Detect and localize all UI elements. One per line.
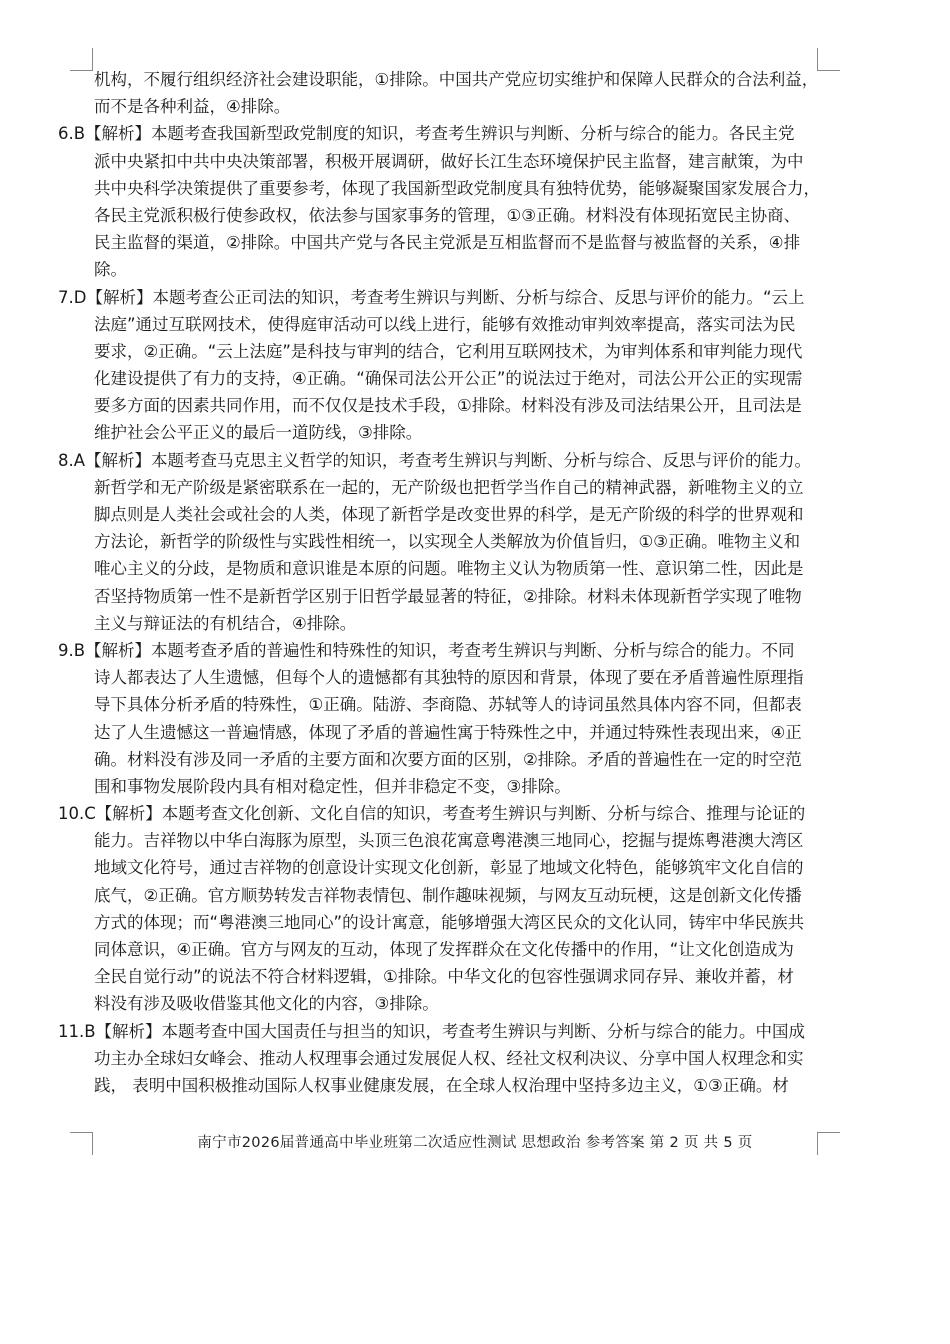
text-line: 脚点则是人类社会或社会的人类，体现了新哲学是改变世界的科学，是无产阶级的科学的世界观和 <box>94 505 804 524</box>
text-line: 新哲学和无产阶级是紧密联系在一起的，无产阶级也把哲学当作自己的精神武器，新唯物主义的立 <box>94 477 804 497</box>
text-line: 能力。吉祥物以中华白海豚为原型，头顶三色浪花寓意粤港澳三地同心，挖掘与提炼粤港澳大湾区 <box>94 831 804 851</box>
text-line: 主义与辩证法的有机结合，④排除。 <box>94 613 357 633</box>
text-line: 维护社会公平正义的最后一道防线，③排除。 <box>94 423 423 443</box>
answer-text <box>58 66 828 1099</box>
text-line: 要求，②正确。“云上法庭”是科技与审判的结合，它利用互联网技术，为审判体系和审判能力现代 <box>94 341 803 361</box>
text-line: 唯心主义的分歧，是物质和意识谁是本原的问题。唯物主义认为物质第一性、意识第二性，因此是 <box>94 559 804 579</box>
text-line: 各民主党派积极行使参政权，依法参与国家事务的管理，①③正确。材料没有体现拓宽民主协商、 <box>94 205 801 225</box>
answer-item-heading-line: 6.B【解析】本题考查我国新型政党制度的知识，考查考生辨识与判断、分析与综合的能力。各民主党 <box>58 124 795 144</box>
answer-item <box>58 1018 828 1100</box>
text-line: 践， 表明中国积极推动国际人权事业健康发展，在全球人权治理中坚持多边主义，①③正确。材 <box>94 1075 789 1095</box>
answer-item-heading-line: 8.A【解析】本题考查马克思主义哲学的知识，考查考生辨识与判断、分析与综合、反思与评价的能力。 <box>58 450 812 470</box>
text-line: 而不是各种利益，④排除。 <box>94 97 291 117</box>
text-line: 方式的体现；而“粤港澳三地同心”的设计寓意，能够增强大湾区民众的文化认同，铸牢中华民族共 <box>94 912 805 932</box>
answer-item <box>58 800 828 1018</box>
text-line: 法庭”通过互联网技术，使得庭审活动可以线上进行，能够有效推动审判效率提高，落实司法为民 <box>94 314 796 334</box>
text-line: 要多方面的因素共同作用，而不仅仅是技术手段，①排除。材料没有涉及司法结果公开，且司法是 <box>94 396 802 416</box>
answer-item <box>58 120 828 283</box>
text-line: 民主监督的渠道，②排除。中国共产党与各民主党派是互相监督而不是监督与被监督的关系，④排 <box>94 233 801 253</box>
text-line: 导下具体分析矛盾的特殊性，①正确。陆游、李商隐、苏轼等人的诗词虽然具体内容不同，但都表 <box>94 695 802 715</box>
text-line: 诗人都表达了人生遗憾，但每个人的遗憾都有其独特的原因和背景，体现了要在矛盾普遍性原理指 <box>94 668 804 688</box>
answer-item <box>58 447 828 637</box>
text-line: 全民自觉行动”的说法不符合材料逻辑，①排除。中华文化的包容性强调求同存异、兼收并蓄，材 <box>94 967 794 987</box>
continuation-paragraph <box>58 66 828 120</box>
text-line: 共中央科学决策提供了重要参考，体现了我国新型政党制度具有独特优势，能够凝聚国家发展合力， <box>94 178 820 198</box>
text-line: 底气，②正确。官方顺势转发吉祥物表情包、制作趣味视频，与网友互动玩梗，这是创新文化传播 <box>94 885 802 905</box>
text-line: 同体意识，④正确。官方与网友的互动，体现了发挥群众在文化传播中的作用，“让文化创造成为 <box>94 940 794 959</box>
text-line: 化建设提供了有力的支持，④正确。“确保司法公开公正”的说法过于绝对，司法公开公正的实现需 <box>94 369 803 389</box>
text-line: 机构，不履行组织经济社会建设职能，①排除。中国共产党应切实维护和保障人民群众的合法利益， <box>94 70 819 89</box>
text-line: 派中央紧扣中共中央决策部署，积极开展调研，做好长江生态环境保护民主监督，建言献策，为中 <box>94 151 804 171</box>
text-line: 除。 <box>94 260 127 280</box>
answer-item-heading-line: 9.B【解析】本题考查矛盾的普遍性和特殊性的知识，考查考生辨识与判断、分析与综合的能力。不同 <box>58 640 795 660</box>
text-line: 功主办全球妇女峰会、推动人权理事会通过发展促人权、经社文权利决议、分享中国人权理念和实 <box>94 1048 804 1068</box>
text-line: 方法论，新哲学的阶级性与实践性相统一，以实现全人类解放为价值旨归，①③正确。唯物主义和 <box>94 532 801 552</box>
answer-item <box>58 637 828 800</box>
text-line: 地域文化符号，通过吉祥物的创意设计实现文化创新，彰显了地域文化特色，能够筑牢文化自信的 <box>94 858 804 878</box>
text-line: 围和事物发展阶段内具有相对稳定性，但并非稳定不变，③排除。 <box>94 776 571 796</box>
answer-item <box>58 284 828 447</box>
text-line: 达了人生遗憾这一普遍情感，体现了矛盾的普遍性寓于特殊性之中，并通过特殊性表现出来，④正 <box>94 722 802 742</box>
answer-item-heading-line: 11.B【解析】本题考查中国大国责任与担当的知识，考查考生辨识与判断、分析与综合的能力。中国成 <box>58 1021 806 1041</box>
page-footer: 南宁市2026届普通高中毕业班第二次适应性测试 思想政治 参考答案 第 2 页 共 5 页 <box>197 1135 753 1151</box>
answer-item-heading-line: 7.D【解析】本题考查公正司法的知识，考查考生辨识与判断、分析与综合、反思与评价的能力。“云上 <box>58 287 805 307</box>
text-line: 料没有涉及吸收借鉴其他文化的内容，③排除。 <box>94 994 439 1014</box>
text-line: 否坚持物质第一性不是新哲学区别于旧哲学最显著的特征，②排除。材料未体现新哲学实现了唯物 <box>94 586 802 606</box>
answer-item-heading-line: 10.C【解析】本题考查文化创新、文化自信的知识，考查考生辨识与判断、分析与综合、推理与论证的 <box>58 804 806 824</box>
text-line: 确。材料没有涉及同一矛盾的主要方面和次要方面的区别，②排除。矛盾的普遍性在一定的时空范 <box>94 749 802 769</box>
